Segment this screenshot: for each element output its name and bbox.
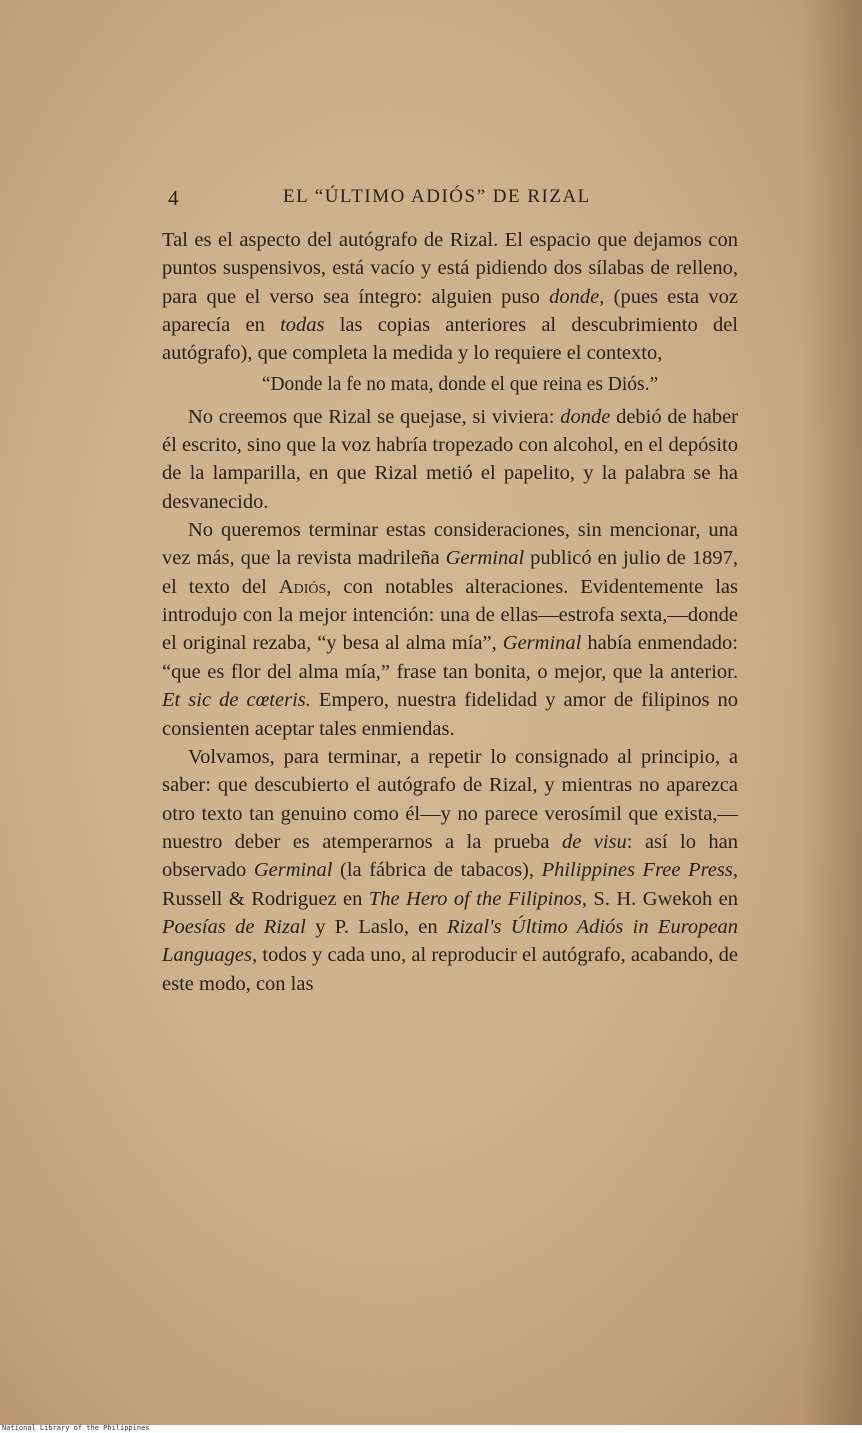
library-credit: National Library of the Philippines bbox=[2, 1424, 150, 1432]
text-run: , todos y cada uno, al reproducir el autógrafo, acabando, de este modo, con las bbox=[162, 944, 738, 995]
page-number: 4 bbox=[168, 186, 180, 210]
text-run: “Donde la fe no mata, donde el que reina es Diós.” bbox=[261, 373, 659, 395]
text-run: : así lo han observado bbox=[162, 830, 739, 882]
italic-run: Rizal's Último Adiós in European Languages bbox=[162, 915, 739, 967]
paragraph-1 bbox=[162, 226, 738, 368]
text-run: y P. Laslo, en bbox=[305, 915, 447, 938]
text-run: (la fábrica de tabacos), bbox=[332, 859, 542, 882]
verse-quote bbox=[162, 370, 738, 400]
text-run: , S. H. Gwekoh en bbox=[581, 887, 738, 910]
text-run: (pues esta voz aparecía en bbox=[162, 285, 738, 337]
italic-run: donde bbox=[560, 405, 611, 428]
text-run: Tal es el aspecto del autógrafo de Rizal. El espacio que dejamos con puntos suspensivos, está vacío y está pidiendo dos sílabas de relleno, para que el verso sea íntegro: alguien puso bbox=[162, 229, 738, 308]
text-run: debió de haber él escrito, sino que la voz habría tropezado con alcohol, en el depósito de la lamparilla, en que Rizal metió el papelito, y la palabra se ha desvanecido. bbox=[162, 405, 738, 513]
text-run: , con notables alteraciones. Evidentemente las introdujo con la mejor intención: una de ellas—estrofa sexta,—donde el original rezaba, “y besa al alma mía”, bbox=[162, 575, 738, 655]
italic-run: donde, bbox=[549, 285, 605, 308]
italic-run: Et sic de cœteris. bbox=[162, 689, 311, 712]
paragraph-4 bbox=[162, 743, 738, 998]
page-header bbox=[168, 182, 728, 212]
body-text bbox=[162, 226, 738, 998]
italic-run: de visu bbox=[561, 830, 627, 853]
italic-run: Germinal bbox=[253, 859, 333, 882]
text-run: No queremos terminar estas consideraciones, sin mencionar, una vez más, que la revista madrileña bbox=[162, 519, 738, 570]
italic-run: Germinal bbox=[445, 547, 525, 570]
text-run: publicó en julio de 1897, el texto del bbox=[162, 547, 739, 598]
italic-run: Poesías de Rizal bbox=[162, 915, 306, 938]
text-run: las copias anteriores al descubrimiento del autógrafo), que completa la medida y lo requiere el contexto, bbox=[162, 314, 738, 365]
text-run: Empero, nuestra fidelidad y amor de filipinos no consienten aceptar tales enmiendas. bbox=[162, 689, 738, 740]
smallcaps-run: Adiós bbox=[278, 575, 327, 598]
text-run: No creemos que Rizal se quejase, si viviera: bbox=[188, 405, 561, 428]
text-run: , Russell & Rodriguez en bbox=[162, 859, 738, 910]
italic-run: The Hero of the Filipinos bbox=[368, 887, 582, 910]
text-run: había enmendado: “que es flor del alma mía,” frase tan bonita, o mejor, que la anterior. bbox=[162, 632, 738, 683]
text-run: Volvamos, para terminar, a repetir lo consignado al principio, a saber: que descubierto el autógrafo de Rizal, y mientras no aparezca otro texto tan genuino como él—y no parece verosímil que exista,—nuestro deber es atemperarnos a la prueba bbox=[162, 745, 738, 853]
running-title: EL “ÚLTIMO ADIÓS” DE RIZAL bbox=[283, 186, 591, 207]
paragraph-3 bbox=[162, 516, 738, 743]
italic-run: todas bbox=[280, 314, 325, 337]
scan-footer bbox=[0, 1425, 862, 1433]
paragraph-2 bbox=[162, 403, 738, 516]
italic-run: Philippines Free Press bbox=[541, 859, 733, 882]
italic-run: Germinal bbox=[502, 632, 582, 655]
